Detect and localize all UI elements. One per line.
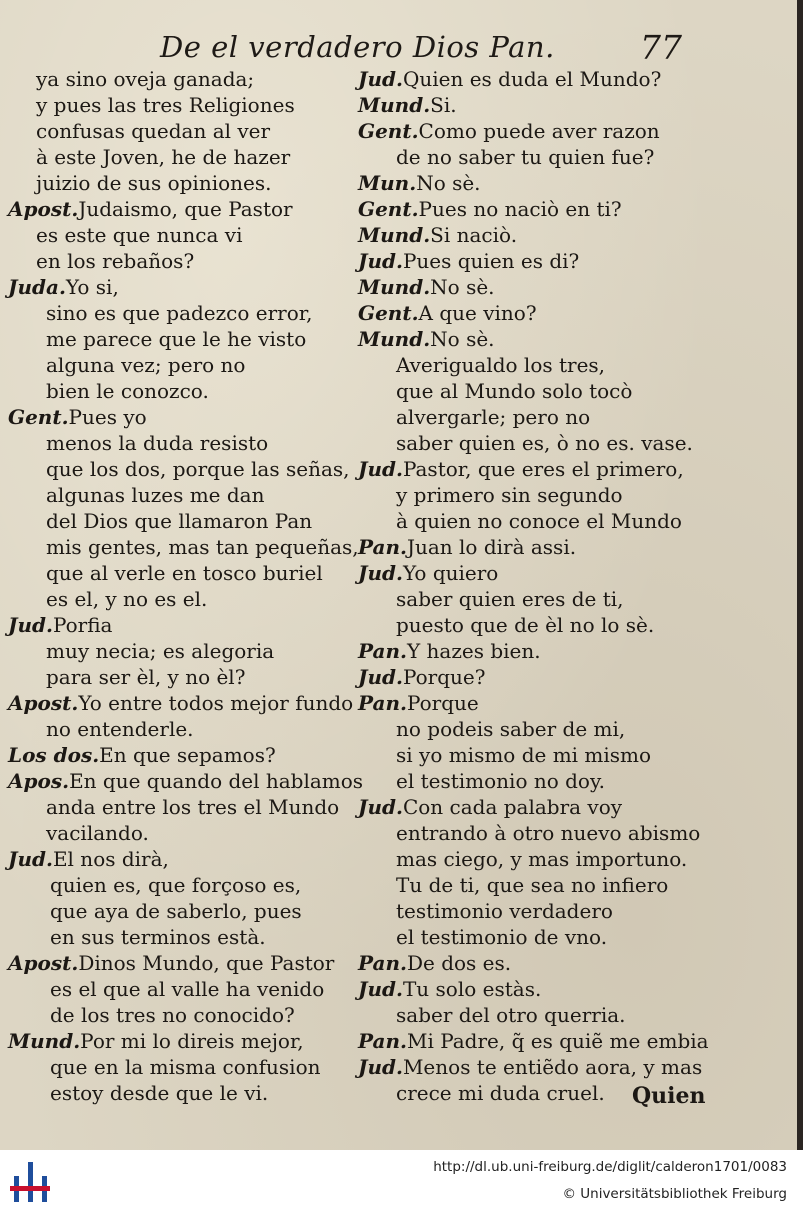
verse-text: el testimonio de vno.: [396, 925, 608, 949]
verse-text: testimonio verdadero: [396, 899, 613, 923]
verse-line: [358, 300, 703, 326]
verse-line: [358, 248, 703, 274]
verse-line: [8, 326, 353, 352]
verse-text: à este Joven, he de hazer: [36, 145, 291, 169]
verse-text: y pues las tres Religiones: [36, 93, 295, 117]
verse-line: [358, 1028, 709, 1054]
verse-line: [8, 248, 353, 274]
speaker-label: Jud.: [358, 249, 403, 273]
verse-line: [358, 430, 703, 456]
verse-line: [358, 586, 703, 612]
source-url-link[interactable]: http://dl.ub.uni-freiburg.de/diglit/calderon1701/0083: [433, 1159, 787, 1175]
verse-line: [8, 716, 353, 742]
verse-text: Juan lo dirà assi.: [406, 535, 577, 559]
verse-text: Tu solo estàs.: [402, 977, 542, 1001]
verse-text: En que quando del hablamos: [69, 769, 364, 793]
verse-line: [8, 170, 353, 196]
verse-line: [8, 664, 353, 690]
verse-line: [358, 924, 703, 950]
verse-text: saber quien es, ò no es. vase.: [396, 431, 693, 455]
verse-line: [358, 378, 703, 404]
verse-text: que al verle en tosco buriel: [46, 561, 323, 585]
speaker-label: Jud.: [358, 457, 403, 481]
verse-line: [358, 638, 703, 664]
verse-text: De dos es.: [406, 951, 512, 975]
verse-line: [358, 794, 703, 820]
verse-line: [8, 300, 353, 326]
verse-text: à quien no conoce el Mundo: [396, 509, 682, 533]
speaker-label: Gent.: [358, 119, 419, 143]
speaker-label: Mund.: [358, 223, 431, 247]
verse-text: muy necia; es alegoria: [46, 639, 275, 663]
verse-line: [8, 508, 353, 534]
catchword: Quien: [632, 1083, 706, 1109]
speaker-label: Mund.: [358, 275, 431, 299]
right-text-column: [358, 66, 709, 1106]
verse-text: es el, y no es el.: [46, 587, 208, 611]
verse-text: Yo si,: [65, 275, 119, 299]
verse-text: alguna vez; pero no: [46, 353, 246, 377]
verse-text: Si.: [430, 93, 457, 117]
verse-text: Yo quiero: [402, 561, 499, 585]
speaker-label: Pan.: [358, 535, 407, 559]
verse-line: [8, 352, 353, 378]
verse-text: que en la misma confusion: [50, 1055, 321, 1079]
speaker-label: Mund.: [358, 327, 431, 351]
verse-line: [358, 768, 703, 794]
copyright-text: © Universitätsbibliothek Freiburg: [562, 1186, 787, 1202]
verse-line: [358, 326, 703, 352]
verse-line: [8, 456, 353, 482]
verse-text: estoy desde que le vi.: [50, 1081, 269, 1105]
speaker-label: Jud.: [8, 613, 53, 637]
verse-line: [358, 898, 703, 924]
verse-text: para ser èl, y no èl?: [46, 665, 246, 689]
verse-text: No sè.: [430, 275, 495, 299]
verse-line: [8, 586, 353, 612]
verse-line: [8, 144, 353, 170]
speaker-label: Pan.: [358, 639, 407, 663]
verse-text: Como puede aver razon: [418, 119, 660, 143]
verse-text: mas ciego, y mas importuno.: [396, 847, 688, 871]
speaker-label: Los dos.: [8, 743, 100, 767]
verse-text: Tu de ti, que sea no infiero: [396, 873, 669, 897]
verse-line: [358, 222, 703, 248]
verse-text: confusas quedan al ver: [36, 119, 271, 143]
verse-line: [8, 66, 353, 92]
verse-line: [358, 92, 703, 118]
verse-text: Dinos Mundo, que Pastor: [78, 951, 335, 975]
verse-text: El nos dirà,: [52, 847, 169, 871]
footer-bar: [0, 1150, 803, 1210]
verse-text: Pastor, que eres el primero,: [402, 457, 684, 481]
verse-text: mis gentes, mas tan pequeñas,: [46, 535, 359, 559]
verse-line: [358, 612, 703, 638]
verse-line: [8, 794, 353, 820]
verse-text: juizio de sus opiniones.: [36, 171, 272, 195]
speaker-label: Mund.: [358, 93, 431, 117]
verse-text: entrando à otro nuevo abismo: [396, 821, 701, 845]
verse-text: Por mi lo direis mejor,: [80, 1029, 304, 1053]
verse-line: [358, 66, 703, 92]
verse-text: Pues yo: [68, 405, 147, 429]
verse-line: [358, 196, 703, 222]
verse-line: [358, 1002, 703, 1028]
speaker-label: Apost.: [8, 691, 79, 715]
verse-line: [358, 508, 703, 534]
speaker-label: Mund.: [8, 1029, 81, 1053]
verse-text: Quien es duda el Mundo?: [402, 67, 662, 91]
verse-text: crece mi duda cruel.: [396, 1081, 605, 1105]
verse-text: En que sepamos?: [99, 743, 276, 767]
verse-text: del Dios que llamaron Pan: [46, 509, 313, 533]
verse-line: [8, 976, 353, 1002]
verse-text: que aya de saberlo, pues: [50, 899, 302, 923]
verse-line: [8, 1002, 353, 1028]
speaker-label: Apost.: [8, 951, 79, 975]
verse-line: [8, 898, 353, 924]
verse-text: saber del otro querria.: [396, 1003, 626, 1027]
verse-text: Y hazes bien.: [406, 639, 541, 663]
verse-text: de no saber tu quien fue?: [396, 145, 655, 169]
verse-text: es el que al valle ha venido: [50, 977, 325, 1001]
verse-line: [8, 612, 353, 638]
verse-text: bien le conozco.: [46, 379, 209, 403]
verse-text: algunas luzes me dan: [46, 483, 265, 507]
verse-line: [358, 274, 703, 300]
verse-line: [8, 638, 353, 664]
verse-text: sino es que padezco error,: [46, 301, 313, 325]
verse-line: [358, 976, 703, 1002]
verse-line: [358, 144, 703, 170]
verse-text: A que vino?: [418, 301, 537, 325]
verse-line: [8, 1080, 353, 1106]
ub-freiburg-logo-icon: [10, 1162, 50, 1202]
speaker-label: Gent.: [8, 405, 69, 429]
verse-text: menos la duda resisto: [46, 431, 269, 455]
verse-text: puesto que de èl no lo sè.: [396, 613, 655, 637]
verse-line: [358, 664, 703, 690]
speaker-label: Jud.: [8, 847, 53, 871]
speaker-label: Apost.: [8, 197, 79, 221]
verse-line: [8, 196, 353, 222]
verse-text: Porque: [406, 691, 479, 715]
verse-line: [8, 768, 364, 794]
verse-line: [358, 950, 703, 976]
verse-line: [8, 430, 353, 456]
verse-text: me parece que le he visto: [46, 327, 307, 351]
verse-text: si yo mismo de mi mismo: [396, 743, 652, 767]
verse-line: [8, 690, 353, 716]
verse-line: [358, 1054, 703, 1080]
verse-text: ya sino oveja ganada;: [36, 67, 255, 91]
speaker-label: Gent.: [358, 197, 419, 221]
speaker-label: Pan.: [358, 1029, 407, 1053]
verse-text: Mi Padre, q̃ es quiẽ me embia: [406, 1029, 709, 1053]
verse-line: [8, 820, 353, 846]
verse-line: [8, 404, 353, 430]
speaker-label: Jud.: [358, 977, 403, 1001]
verse-line: [358, 482, 703, 508]
verse-text: No sè.: [430, 327, 495, 351]
verse-line: [358, 534, 703, 560]
verse-text: no podeis saber de mi,: [396, 717, 626, 741]
speaker-label: Pan.: [358, 691, 407, 715]
verse-line: [8, 846, 353, 872]
verse-text: Con cada palabra voy: [402, 795, 623, 819]
verse-line: [358, 456, 703, 482]
verse-text: es este que nunca vi: [36, 223, 243, 247]
verse-line: [8, 92, 353, 118]
verse-text: Pues no naciò en ti?: [418, 197, 622, 221]
verse-text: el testimonio no doy.: [396, 769, 605, 793]
speaker-label: Jud.: [358, 1055, 403, 1079]
running-head: De el verdadero Dios Pan.: [160, 30, 555, 64]
verse-text: quien es, que forçoso es,: [50, 873, 302, 897]
verse-line: [8, 950, 353, 976]
verse-text: no entenderle.: [46, 717, 194, 741]
page-number: 77: [640, 28, 682, 67]
verse-line: [8, 924, 353, 950]
verse-line: [358, 170, 703, 196]
verse-text: Judaismo, que Pastor: [78, 197, 293, 221]
verse-line: [8, 1054, 353, 1080]
verse-text: Si naciò.: [430, 223, 518, 247]
verse-text: Porfia: [52, 613, 113, 637]
verse-text: Menos te entiẽdo aora, y mas: [402, 1055, 703, 1079]
verse-line: [358, 560, 703, 586]
verse-text: de los tres no conocido?: [50, 1003, 295, 1027]
verse-text: vacilando.: [46, 821, 149, 845]
verse-text: saber quien eres de ti,: [396, 587, 624, 611]
verse-line: [8, 872, 353, 898]
speaker-label: Jud.: [358, 67, 403, 91]
verse-text: en los rebaños?: [36, 249, 195, 273]
speaker-label: Gent.: [358, 301, 419, 325]
verse-line: [8, 482, 353, 508]
left-text-column: [8, 66, 364, 1106]
verse-text: Porque?: [402, 665, 486, 689]
speaker-label: Jud.: [358, 665, 403, 689]
verse-line: [358, 118, 703, 144]
verse-text: que los dos, porque las señas,: [46, 457, 350, 481]
verse-text: Yo entre todos mejor fundo: [78, 691, 354, 715]
speaker-label: Jud.: [358, 561, 403, 585]
verse-line: [8, 118, 353, 144]
verse-line: [8, 1028, 353, 1054]
verse-text: en sus terminos està.: [50, 925, 266, 949]
verse-text: y primero sin segundo: [396, 483, 623, 507]
verse-line: [358, 820, 703, 846]
verse-text: Pues quien es di?: [402, 249, 580, 273]
verse-line: [358, 690, 703, 716]
verse-line: [358, 846, 703, 872]
verse-text: anda entre los tres el Mundo: [46, 795, 340, 819]
verse-line: [358, 352, 703, 378]
verse-line: [358, 716, 703, 742]
verse-text: Averigualdo los tres,: [396, 353, 606, 377]
speaker-label: Pan.: [358, 951, 407, 975]
verse-text: No sè.: [416, 171, 481, 195]
verse-line: [8, 378, 353, 404]
verse-line: [358, 742, 703, 768]
verse-line: [358, 872, 703, 898]
speaker-label: Juda.: [8, 275, 66, 299]
verse-line: [8, 742, 353, 768]
speaker-label: Mun.: [358, 171, 417, 195]
verse-text: alvergarle; pero no: [396, 405, 591, 429]
verse-line: [358, 404, 703, 430]
speaker-label: Jud.: [358, 795, 403, 819]
verse-text: que al Mundo solo tocò: [396, 379, 633, 403]
verse-line: [8, 534, 359, 560]
speaker-label: Apos.: [8, 769, 70, 793]
verse-line: [8, 560, 353, 586]
verse-line: [8, 222, 353, 248]
verse-line: [8, 274, 353, 300]
